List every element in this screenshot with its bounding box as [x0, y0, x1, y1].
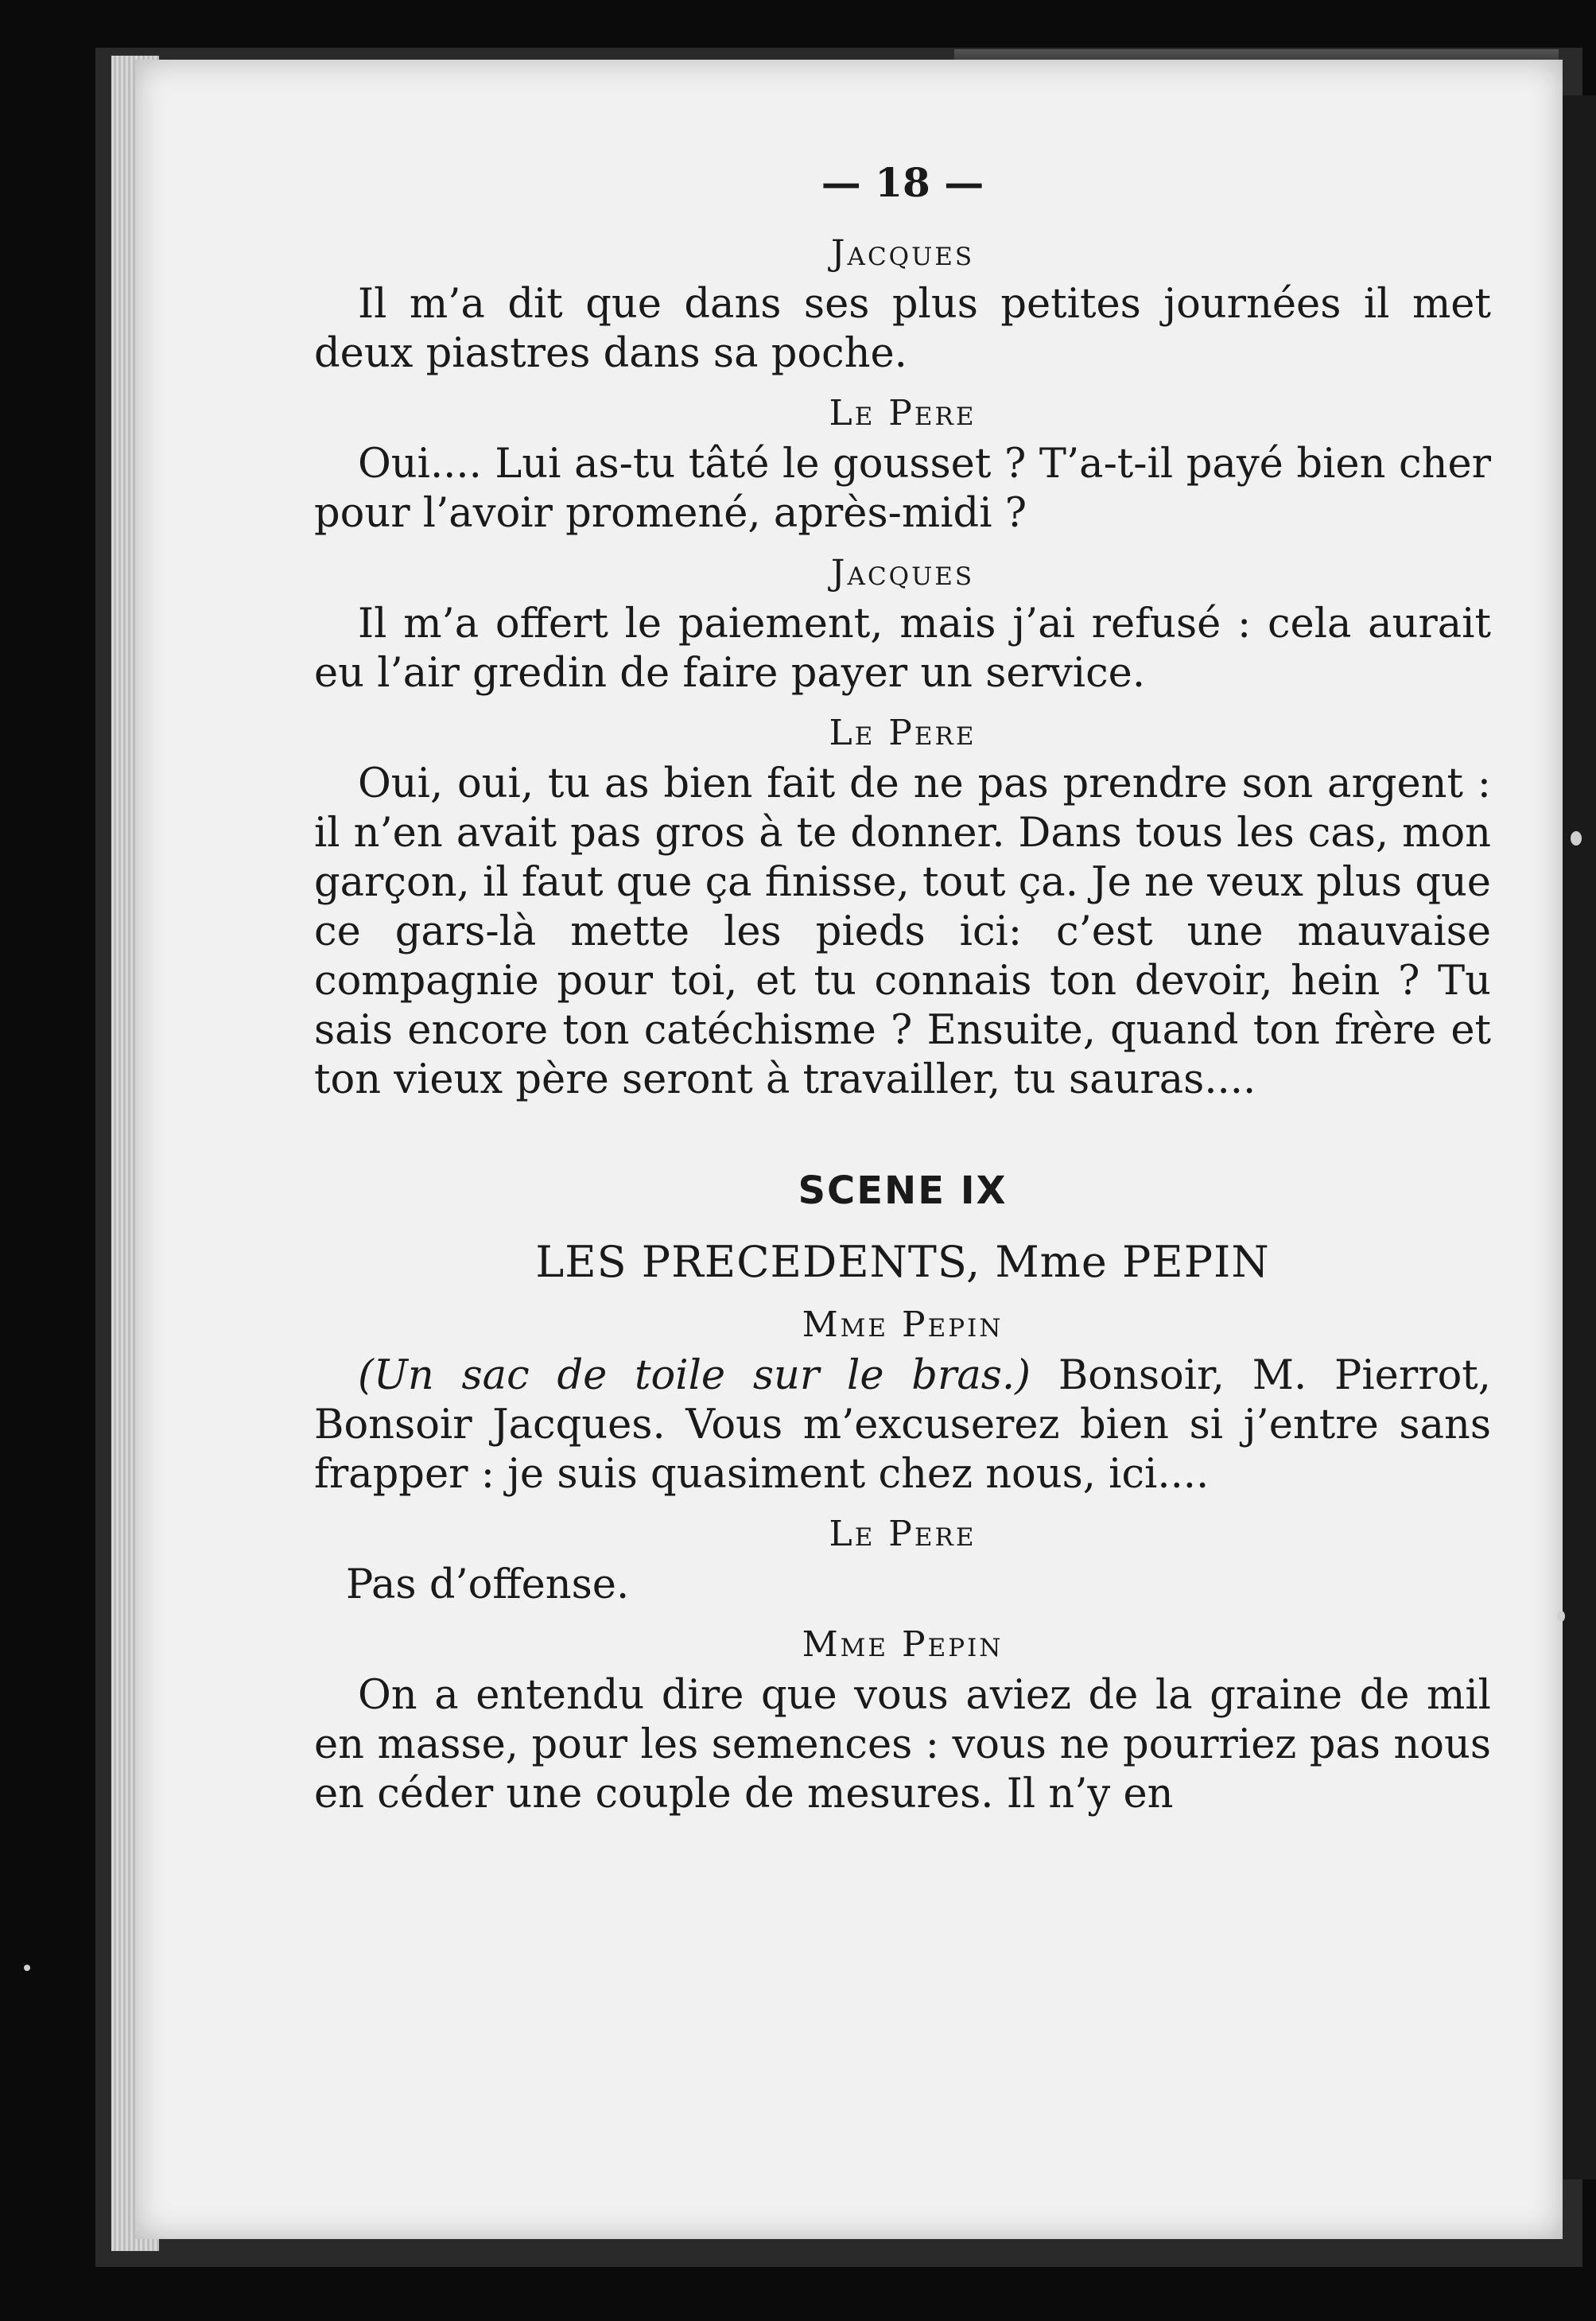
speaker-name: Le Pere — [829, 393, 977, 433]
page-number: — 18 — — [821, 159, 984, 206]
dialogue-line: Oui.... Lui as-tu tâté le gousset ? T’a-t-il payé bien cher pour l’avoir promené, après-midi ? — [314, 441, 1491, 537]
speaker-name: Jacques — [830, 233, 975, 274]
speaker-name: Le Pere — [829, 1514, 977, 1554]
right-margin-dark — [1560, 95, 1596, 2179]
dialogue-line: On a entendu dire que vous aviez de la graine de mil en masse, pour les semences : vous ne pourriez pas nous en céder une couple de mesures. Il n’y en — [314, 1672, 1491, 1818]
dialogue-block — [314, 553, 1491, 698]
dialogue-line: Il m’a dit que dans ses plus petites journées il met deux piastres dans sa poche. — [314, 281, 1491, 377]
dialogue-block — [314, 1304, 1491, 1499]
dialogue-line: Oui, oui, tu as bien fait de ne pas prendre son argent : il n’en avait pas gros à te donner. Dans tous les cas, mon garçon, il faut que ça finisse, tout ça. Je ne veux plus que ce gars-là mette les pieds ici: c’est une mauvaise compagnie pour toi, et tu connais ton devoir, hein ? Tu sais encore ton catéchisme ? Ensuite, quand ton frère et ton vieux père seront à travailler, tu sauras.... — [314, 760, 1491, 1103]
speck — [1571, 831, 1582, 846]
speaker-name: Le Pere — [829, 713, 977, 753]
dialogue-text: Bonsoir, M. Pierrot, Bonsoir Jacques. Vous m’excuserez bien si j’entre sans frapper : je suis quasiment chez nous, ici.... — [314, 1352, 1492, 1498]
speck — [24, 1965, 30, 1971]
dialogue-line — [314, 1351, 1491, 1499]
dialogue-block — [314, 1514, 1491, 1610]
dialogue-block — [314, 713, 1491, 1105]
scene-cast: LES PRECEDENTS, Mme PEPIN — [535, 1237, 1270, 1287]
stage-direction: (Un sac de toile sur le bras.) — [358, 1352, 1031, 1399]
scene-heading: SCENE IX — [798, 1168, 1008, 1213]
page-text — [314, 159, 1491, 1819]
dialogue-line: Pas d’offense. — [346, 1561, 630, 1608]
dialogue-block — [314, 393, 1491, 538]
speaker-name: Jacques — [830, 553, 975, 593]
speaker-name: Mme Pepin — [802, 1624, 1004, 1665]
dialogue-block — [314, 233, 1491, 379]
speck — [1557, 1611, 1565, 1622]
dialogue-block — [314, 1624, 1491, 1819]
speaker-name: Mme Pepin — [802, 1304, 1004, 1345]
dialogue-line: Il m’a offert le paiement, mais j’ai refusé : cela aurait eu l’air gredin de faire payer un service. — [314, 601, 1491, 697]
